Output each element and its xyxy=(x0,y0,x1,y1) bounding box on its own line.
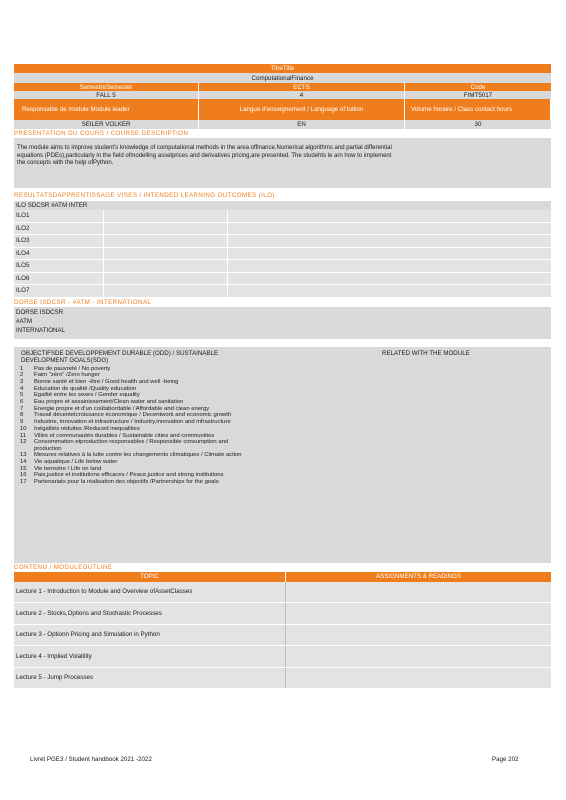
responsable-value: SEILER VOLKER xyxy=(14,120,199,129)
ilo-label: ILO2 xyxy=(14,223,104,235)
ilo-heading: RESULTATSDAPPRENTISSAGE VISES / INTENDED LEARNING OUTCOMES (ILO) xyxy=(14,192,275,199)
lecture-row xyxy=(14,582,551,604)
sdg-text: Vie aquatique / Life below water xyxy=(34,458,118,465)
langue-label: Langue d'enseignement / Language of tuition xyxy=(199,99,405,120)
lecture-topic: Lecture 3 - Optionn Pricing and Simulation in Python xyxy=(14,625,286,646)
sdg-item xyxy=(14,412,374,419)
presentation-text xyxy=(14,138,551,188)
ilo-row xyxy=(14,285,551,298)
footer-page: Page 202 xyxy=(492,756,519,763)
lecture-list xyxy=(14,582,551,690)
module-sheet xyxy=(14,64,551,689)
sdg-item xyxy=(14,372,374,379)
dorse-line: #ATM xyxy=(16,317,33,325)
sdg-text: production xyxy=(34,445,62,452)
sdg-item xyxy=(14,452,374,459)
sdg-number: 14 xyxy=(20,458,27,465)
sdg-list xyxy=(14,366,374,486)
sdg-text: Pas de pauvreté / No poverty xyxy=(34,365,111,372)
ilo-subheading: ILO SDCSR #ATM INTER xyxy=(14,201,551,210)
sdg-item xyxy=(14,366,374,373)
sdg-number: 17 xyxy=(20,479,27,486)
ilo-label: ILO6 xyxy=(14,273,104,285)
sdg-text: Consommation etproduction responsables / Responsible consumption and xyxy=(34,439,229,446)
sdg-number: 9 xyxy=(20,419,24,426)
ilo-table xyxy=(14,210,551,298)
ilo-cell xyxy=(104,285,228,297)
lecture-topic: Lecture 2 - Stocks,Options and Stochastic Processes xyxy=(14,603,286,624)
presentation-line: The module aims to improve student's knowledge of computational methods in the area offinance.Numerical algorithms and partial differential xyxy=(17,145,392,151)
sdg-text: Eau propre et assainissement/Clean water and sanitation xyxy=(34,399,184,406)
topic-label: TOPIC xyxy=(14,572,286,582)
ilo-row xyxy=(14,260,551,273)
lecture-topic: Lecture 1 - Introduction to Module and Overview ofAssetClasses xyxy=(14,582,286,603)
responsable-label: Responsable de module Module leader xyxy=(14,99,199,120)
footer-left: Livret PGE3 / Student handbook 2021 -2022 xyxy=(30,756,152,763)
sdg-number: 11 xyxy=(20,432,27,439)
sdg-number: 7 xyxy=(20,405,24,412)
ilo-label: ILO7 xyxy=(14,285,104,297)
ilo-label: ILO3 xyxy=(14,235,104,247)
sdg-number: 2 xyxy=(20,372,24,379)
ects-label: ECTS xyxy=(199,83,405,91)
sdg-number: 13 xyxy=(20,452,27,459)
sdg-text: Inégalités réduites /Reduced inequalities xyxy=(34,425,140,432)
sdg-text: Partenariats pour la réalisation des objectifs /Partnerships for the goals xyxy=(34,479,219,486)
sdg-number: 5 xyxy=(20,392,24,399)
code-value: FIMT5017 xyxy=(405,91,551,99)
dorse-line: INTERNATIONAL xyxy=(16,326,66,334)
ilo-row xyxy=(14,273,551,286)
semester-value: FALL 5 xyxy=(14,91,199,99)
sdg-number: 8 xyxy=(20,412,24,419)
lecture-row xyxy=(14,668,551,690)
lecture-row xyxy=(14,646,551,668)
sdg-related-label: RELATED WITH THE MODULE xyxy=(382,349,470,357)
ilo-row xyxy=(14,210,551,223)
lecture-assignment xyxy=(286,603,551,624)
sdg-text: Energie propre et d'un coûtabordable / Affordable and clean energy xyxy=(34,405,210,412)
sdg-text: Villes et communautés durables / Sustainable cities and communities xyxy=(34,432,215,439)
sdg-item xyxy=(14,426,374,433)
ilo-row xyxy=(14,248,551,261)
sdg-item xyxy=(14,392,374,399)
langue-value: EN xyxy=(199,120,405,129)
ilo-label: ILO4 xyxy=(14,248,104,260)
ilo-cell xyxy=(104,235,228,247)
lecture-assignment xyxy=(286,625,551,646)
presentation-line: the concepts with the help ofPython. xyxy=(17,160,114,167)
ilo-cell xyxy=(104,273,228,285)
sdg-item xyxy=(14,386,374,393)
sdg-item xyxy=(14,479,374,486)
lecture-row xyxy=(14,625,551,647)
semester-label: SemestreSemester xyxy=(14,83,199,91)
sdg-text: Education de qualité /Quality education xyxy=(34,385,137,392)
sdg-text: Industrie, innovation et infrastructure / Industry,innovation and infrastructure xyxy=(34,419,231,426)
code-label: Code xyxy=(405,83,551,91)
sdg-number: 6 xyxy=(20,399,24,406)
sdg-item xyxy=(14,459,374,466)
presentation-line: equations (PDEs),particularly in the field ofmodelling assetprices and derivatives pricing,are presented. The studehts le arn how to implement xyxy=(17,152,392,159)
sdg-heading: DEVELOPMENT GOALS(SDG) xyxy=(21,357,109,364)
assignments-label: ASSIGNMENTS & READINGS xyxy=(286,572,551,582)
dorse-heading: DORSE ISDCSR - #ATM - INTERNATIONAL xyxy=(14,298,152,306)
title-label: TitreTitle xyxy=(14,64,551,73)
sdg-item xyxy=(14,379,374,386)
sdg-block xyxy=(14,347,551,563)
sdg-text: Paix,justice et institutions efficaces / Peace,justice and strong institutions xyxy=(34,472,224,479)
sdg-heading: OBJECTIFSDE DEVELOPPEMENT DURABLE (ODD) / SUSTAINABLE xyxy=(21,349,219,357)
dorse-block xyxy=(14,307,551,339)
ilo-label: ILO5 xyxy=(14,260,104,272)
sdg-number: 10 xyxy=(20,425,27,432)
sdg-number: 4 xyxy=(20,385,24,392)
sdg-text: Mesures relatives à la lutte contre les changements climatiques / Climate action xyxy=(34,452,242,459)
lecture-topic: Lecture 5 - Jump Processes xyxy=(14,668,286,689)
title-value: ComputationalFinance xyxy=(14,73,551,83)
lecture-assignment xyxy=(286,582,551,603)
sdg-text: Faim "zéro" /Zero hunger xyxy=(34,372,100,379)
ilo-cell xyxy=(104,210,228,222)
sdg-number: 16 xyxy=(20,472,27,479)
lecture-topic: Lecture 4 - Implied Volatility xyxy=(14,646,286,667)
sdg-text: Bonne santé et bien -être / Good health and well -being xyxy=(34,378,179,385)
volume-value: 30 xyxy=(405,120,551,129)
ilo-cell xyxy=(104,223,228,235)
ilo-label: ILO1 xyxy=(14,210,104,222)
ects-value: 4 xyxy=(199,91,405,99)
sdg-item xyxy=(14,466,374,473)
sdg-number: 3 xyxy=(20,378,24,385)
volume-label: Volume horaire / Class contact hours xyxy=(405,99,551,120)
dorse-line: DORSE ISDCSR xyxy=(16,308,64,316)
lecture-row xyxy=(14,603,551,625)
lecture-assignment xyxy=(286,668,551,689)
sdg-item xyxy=(14,433,374,440)
sdg-item xyxy=(14,399,374,406)
sdg-number: 12 xyxy=(20,439,27,446)
sdg-text: Vie terrestre / Life on land xyxy=(34,465,102,472)
sdg-item xyxy=(14,472,374,479)
ilo-row xyxy=(14,223,551,236)
presentation-heading: PRESENTATION DU COURS / COURSE DESCRIPTION xyxy=(14,130,189,137)
lecture-assignment xyxy=(286,646,551,667)
sdg-text: Egalité entre les sexes / Gender equality xyxy=(34,392,140,399)
sdg-item xyxy=(14,406,374,413)
ilo-cell xyxy=(104,260,228,272)
sdg-item xyxy=(14,419,374,426)
sdg-text: Travail décentetcroissance économique / Decentwork and economic growth xyxy=(34,412,232,419)
sdg-number: 15 xyxy=(20,465,27,472)
contenu-heading: CONTENU / MODULEOUTLINE xyxy=(14,563,113,571)
sdg-number: 1 xyxy=(20,365,24,372)
ilo-row xyxy=(14,235,551,248)
ilo-cell xyxy=(104,248,228,260)
